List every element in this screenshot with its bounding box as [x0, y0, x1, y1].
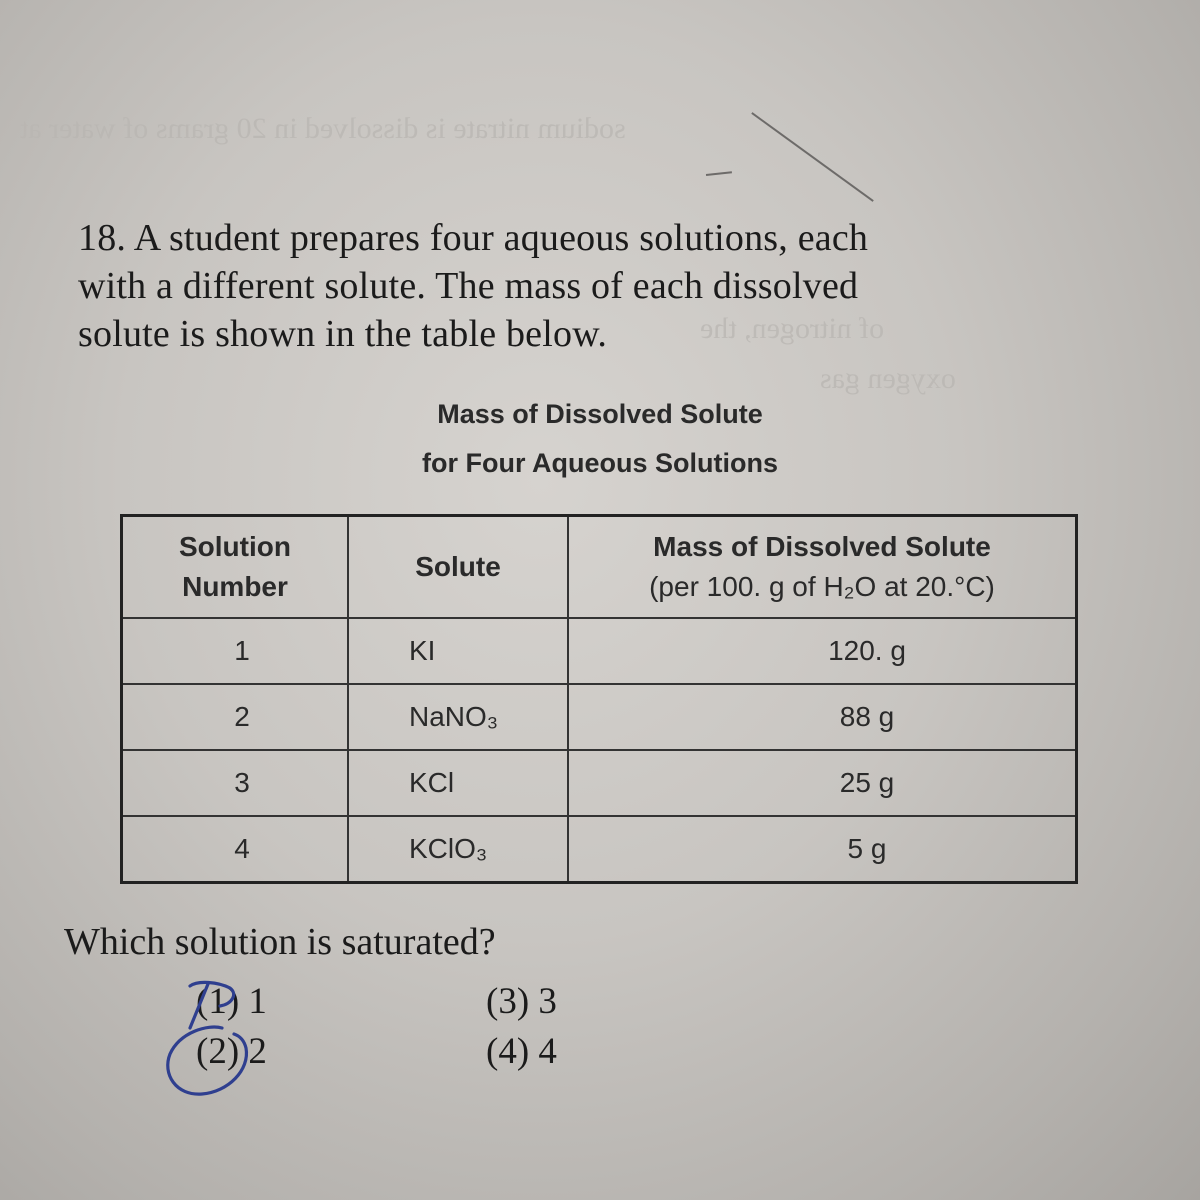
question-line: solute is shown in the table below. — [78, 313, 608, 355]
pencil-mark — [752, 112, 874, 201]
table-row — [122, 684, 1077, 750]
cell-solution-number: 2 — [122, 684, 349, 750]
cell-solution-number: 4 — [122, 816, 349, 883]
data-table — [120, 514, 1078, 884]
cell-mass: 88 g — [568, 684, 1077, 750]
header-solute: Solute — [348, 516, 568, 619]
question-line: with a different solute. The mass of each dissolved — [78, 265, 859, 307]
table-row — [122, 816, 1077, 883]
table-title-line: Mass of Dissolved Solute — [437, 399, 763, 429]
table-row — [122, 618, 1077, 684]
handwritten-answer-mark — [150, 980, 300, 1110]
pen-circle-mark — [168, 1027, 247, 1094]
table-title-line: for Four Aqueous Solutions — [422, 448, 778, 478]
cell-solute: KI — [348, 618, 568, 684]
cell-mass: 25 g — [568, 750, 1077, 816]
header-solution-number: Solution Number — [122, 516, 349, 619]
answer-choice-2[interactable]: (2) 2 — [196, 1031, 267, 1072]
bleed-through-text: oxygen gas — [820, 362, 956, 395]
pen-slash-mark — [190, 984, 208, 1028]
cell-solute: KCl — [348, 750, 568, 816]
table-header-row — [122, 516, 1077, 619]
cell-mass: 120. g — [568, 618, 1077, 684]
cell-solution-number: 3 — [122, 750, 349, 816]
cell-solute: KClO₃ — [348, 816, 568, 883]
answer-choice-1[interactable]: (1) 1 — [196, 981, 267, 1022]
pen-scribble-mark — [190, 982, 234, 1006]
cell-solute: NaNO₃ — [348, 684, 568, 750]
question-text — [78, 214, 1038, 358]
answer-choice-3[interactable]: (3) 3 — [486, 981, 557, 1022]
bleed-through-text: of nitrogen, the — [700, 312, 885, 345]
answer-choice-4[interactable]: (4) 4 — [486, 1031, 557, 1072]
question-line: 18. A student prepares four aqueous solutions, each — [78, 217, 869, 259]
cell-solution-number: 1 — [122, 618, 349, 684]
question-prompt: Which solution is saturated? — [64, 921, 496, 963]
table-row — [122, 750, 1077, 816]
header-mass: Mass of Dissolved Solute (per 100. g of H₂O at 20.°C) — [568, 516, 1077, 619]
pencil-mark — [706, 171, 732, 175]
table-title — [300, 390, 900, 488]
bleed-through-text: sodium nitrate is dissolved in 20 grams of water at — [20, 112, 626, 145]
cell-mass: 5 g — [568, 816, 1077, 883]
